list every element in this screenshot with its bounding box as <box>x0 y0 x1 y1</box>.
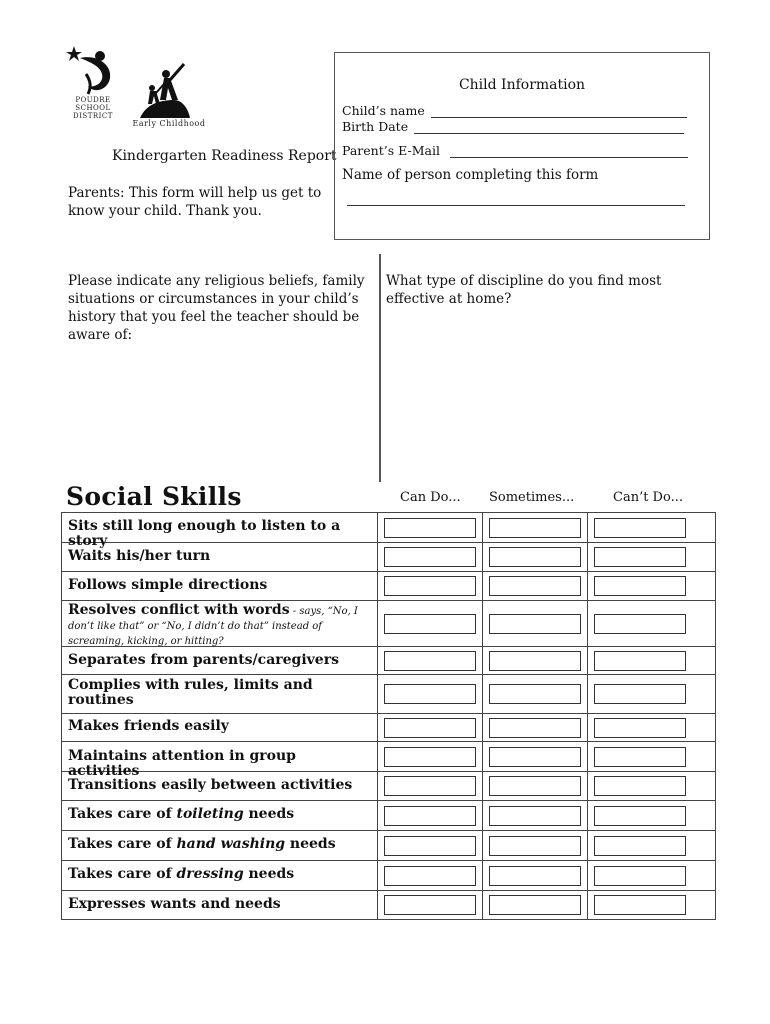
district-logo-caption: POUDRE SCHOOL DISTRICT <box>73 96 113 120</box>
cell-sometimes <box>482 543 588 571</box>
cell-can-do <box>378 772 482 800</box>
cell-sometimes <box>482 513 588 542</box>
cell-cant-do <box>588 801 692 830</box>
cell-can-do <box>378 891 482 919</box>
child-information-box <box>334 52 710 240</box>
skill-label-pre: Takes care of <box>68 836 177 852</box>
checkbox-sometimes[interactable] <box>489 895 581 915</box>
checkbox-can-do[interactable] <box>384 576 476 596</box>
completed-by-field[interactable] <box>347 193 685 206</box>
skill-label-post: needs <box>243 866 295 882</box>
skill-label <box>62 831 378 860</box>
parent-email-label: Parent’s E-Mail <box>342 143 440 158</box>
table-row <box>62 742 715 779</box>
skill-label: Maintains attention in group activities <box>62 742 378 771</box>
cell-can-do <box>378 572 482 600</box>
checkbox-sometimes[interactable] <box>489 614 581 634</box>
social-skills-heading: Social Skills <box>66 482 242 511</box>
skill-label: Transitions easily between activities <box>62 772 378 800</box>
skill-label <box>62 601 378 646</box>
skill-label-emphasis: dressing <box>176 866 244 882</box>
table-row <box>62 891 715 920</box>
checkbox-sometimes[interactable] <box>489 518 581 538</box>
checkbox-cant-do[interactable] <box>594 836 686 856</box>
district-logo <box>66 44 120 130</box>
checkbox-sometimes[interactable] <box>489 836 581 856</box>
checkbox-can-do[interactable] <box>384 547 476 567</box>
parent-email-row <box>342 143 688 158</box>
table-row <box>62 675 715 714</box>
col-header-sometimes: Sometimes... <box>489 490 575 505</box>
checkbox-cant-do[interactable] <box>594 651 686 671</box>
skill-label: Separates from parents/caregivers <box>62 647 378 674</box>
checkbox-can-do[interactable] <box>384 836 476 856</box>
checkbox-cant-do[interactable] <box>594 518 686 538</box>
cell-cant-do <box>588 891 692 919</box>
skill-label: Makes friends easily <box>62 714 378 741</box>
checkbox-sometimes[interactable] <box>489 747 581 767</box>
checkbox-cant-do[interactable] <box>594 547 686 567</box>
cell-can-do <box>378 831 482 860</box>
family-circumstances-question: Please indicate any religious beliefs, family situations or circumstances in your child’s history that you feel the teacher should be aware of: <box>68 273 365 343</box>
social-skills-table <box>61 512 716 920</box>
intro-text: Parents: This form will help us get to know your child. Thank you. <box>68 185 322 219</box>
completed-by-row <box>347 193 685 206</box>
col-header-can-do: Can Do... <box>400 490 461 505</box>
table-row <box>62 601 715 647</box>
table-row <box>62 543 715 572</box>
table-row <box>62 714 715 742</box>
report-title: Kindergarten Readiness Report <box>112 148 337 164</box>
cell-can-do <box>378 601 482 646</box>
checkbox-cant-do[interactable] <box>594 576 686 596</box>
checkbox-sometimes[interactable] <box>489 576 581 596</box>
cell-sometimes <box>482 831 588 860</box>
cell-cant-do <box>588 513 692 542</box>
parent-email-field[interactable] <box>450 145 688 158</box>
discipline-question: What type of discipline do you find most effective at home? <box>386 273 662 307</box>
cell-sometimes <box>482 772 588 800</box>
cell-can-do <box>378 647 482 674</box>
checkbox-can-do[interactable] <box>384 776 476 796</box>
checkbox-cant-do[interactable] <box>594 718 686 738</box>
checkbox-sometimes[interactable] <box>489 718 581 738</box>
early-childhood-logo <box>126 60 212 132</box>
child-name-field[interactable] <box>431 105 687 118</box>
skill-label: Sits still long enough to listen to a story <box>62 513 378 542</box>
checkbox-cant-do[interactable] <box>594 747 686 767</box>
child-name-row <box>342 103 687 118</box>
skill-label-emphasis: toileting <box>176 806 244 822</box>
cell-can-do <box>378 675 482 713</box>
skill-label-post: needs <box>243 806 295 822</box>
cell-sometimes <box>482 647 588 674</box>
cell-sometimes <box>482 801 588 830</box>
completed-by-label: Name of person completing this form <box>342 167 599 183</box>
cell-can-do <box>378 543 482 571</box>
checkbox-can-do[interactable] <box>384 747 476 767</box>
cell-cant-do <box>588 601 692 646</box>
table-row <box>62 647 715 675</box>
checkbox-cant-do[interactable] <box>594 866 686 886</box>
checkbox-sometimes[interactable] <box>489 651 581 671</box>
cell-cant-do <box>588 647 692 674</box>
table-row <box>62 772 715 801</box>
cell-can-do <box>378 714 482 741</box>
cell-can-do <box>378 513 482 542</box>
skill-label-pre: Takes care of <box>68 806 177 822</box>
child-name-label: Child’s name <box>342 103 425 118</box>
checkbox-can-do[interactable] <box>384 518 476 538</box>
cell-sometimes <box>482 861 588 890</box>
skill-label: Waits his/her turn <box>62 543 378 571</box>
col-header-cant-do: Can’t Do... <box>613 490 683 505</box>
cell-sometimes <box>482 675 588 713</box>
checkbox-sometimes[interactable] <box>489 806 581 826</box>
checkbox-cant-do[interactable] <box>594 806 686 826</box>
cell-cant-do <box>588 772 692 800</box>
checkbox-cant-do[interactable] <box>594 614 686 634</box>
birth-date-row <box>342 119 684 134</box>
cell-sometimes <box>482 572 588 600</box>
table-row <box>62 572 715 601</box>
cell-can-do <box>378 742 482 771</box>
checkbox-can-do[interactable] <box>384 895 476 915</box>
cell-cant-do <box>588 714 692 741</box>
checkbox-cant-do[interactable] <box>594 776 686 796</box>
skill-label-text: Resolves conflict with words <box>68 602 290 618</box>
skill-note: - says, “No, I don’t like that” or “No, I didn’t do that” instead of screaming, kicking, or hitting? <box>68 606 358 647</box>
skill-label-post: needs <box>285 836 336 852</box>
skill-label <box>62 861 378 890</box>
checkbox-sometimes[interactable] <box>489 684 581 704</box>
skill-label <box>62 801 378 830</box>
cell-can-do <box>378 861 482 890</box>
cell-cant-do <box>588 861 692 890</box>
cell-sometimes <box>482 601 588 646</box>
birth-date-field[interactable] <box>414 121 684 134</box>
table-row <box>62 861 715 891</box>
checkbox-sometimes[interactable] <box>489 776 581 796</box>
checkbox-sometimes[interactable] <box>489 547 581 567</box>
question-divider <box>379 254 381 482</box>
cell-sometimes <box>482 742 588 771</box>
skill-label: Follows simple directions <box>62 572 378 600</box>
skill-label-emphasis: hand washing <box>176 836 286 852</box>
table-row <box>62 513 715 549</box>
cell-cant-do <box>588 675 692 713</box>
checkbox-can-do[interactable] <box>384 651 476 671</box>
checkbox-cant-do[interactable] <box>594 895 686 915</box>
checkbox-can-do[interactable] <box>384 718 476 738</box>
cell-cant-do <box>588 742 692 771</box>
table-row <box>62 831 715 861</box>
cell-cant-do <box>588 831 692 860</box>
skill-label: Complies with rules, limits and routines <box>62 675 378 713</box>
early-childhood-caption: Early Childhood <box>132 119 206 128</box>
checkbox-can-do[interactable] <box>384 866 476 886</box>
birth-date-label: Birth Date <box>342 119 409 134</box>
cell-sometimes <box>482 891 588 919</box>
cell-can-do <box>378 801 482 830</box>
cell-sometimes <box>482 714 588 741</box>
cell-cant-do <box>588 543 692 571</box>
skill-label-pre: Takes care of <box>68 866 177 882</box>
skill-label: Expresses wants and needs <box>62 891 378 919</box>
child-information-title: Child Information <box>458 77 586 93</box>
table-row <box>62 801 715 831</box>
checkbox-sometimes[interactable] <box>489 866 581 886</box>
checkbox-can-do[interactable] <box>384 684 476 704</box>
checkbox-can-do[interactable] <box>384 614 476 634</box>
checkbox-cant-do[interactable] <box>594 684 686 704</box>
cell-cant-do <box>588 572 692 600</box>
checkbox-can-do[interactable] <box>384 806 476 826</box>
